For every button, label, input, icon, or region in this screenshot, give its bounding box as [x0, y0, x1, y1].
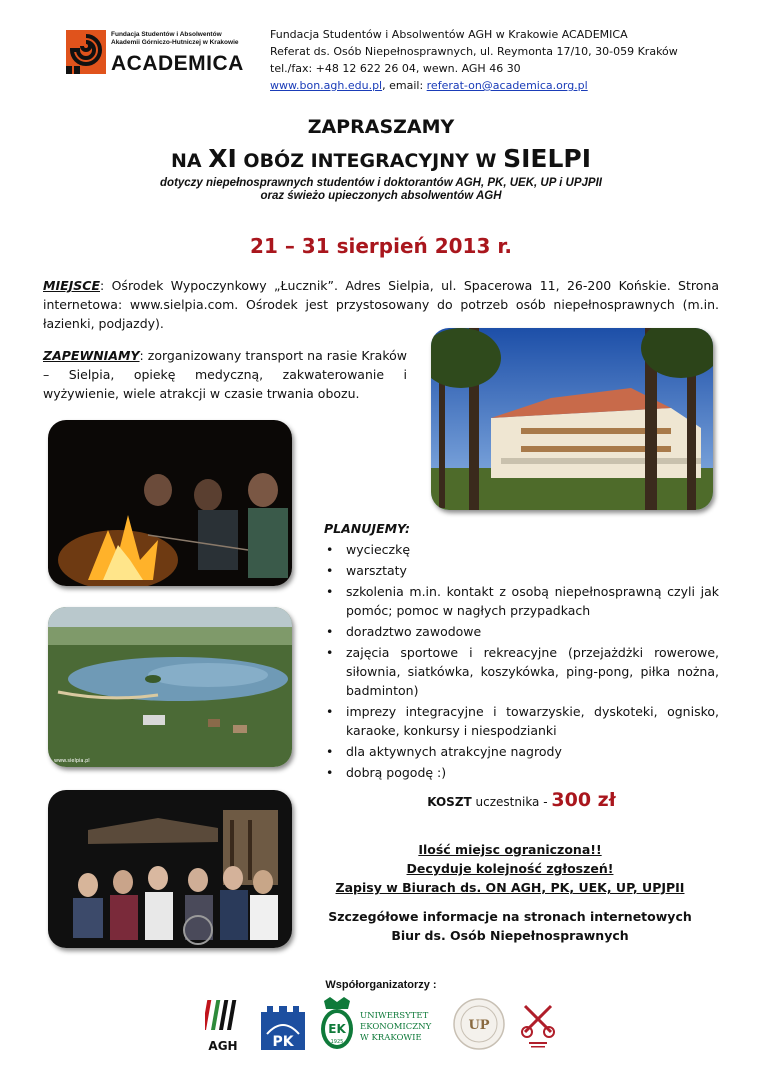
list-item: • imprezy integracyjne i towarzyskie, dyskoteki, ognisko, karaoke, konkursy i niespodzianki: [324, 702, 719, 740]
subtitle-line1: dotyczy niepełnosprawnych studentów i doktorantów AGH, PK, UEK, UP i UPJPII: [160, 177, 602, 189]
academica-logo: [66, 30, 244, 76]
pk-logo: [261, 1004, 305, 1050]
logo-small-line1: Fundacja Studentów i Absolwentów: [111, 31, 222, 38]
title-place: SIELPI: [503, 144, 592, 173]
planujemy-list: [324, 540, 719, 782]
logo-main-text: ACADEMICA: [111, 52, 244, 75]
photo-campfire: [48, 420, 292, 586]
title-line1: ZAPRASZAMY: [307, 116, 455, 138]
list-item: • dobrą pogodę :): [324, 763, 719, 782]
event-date: 21 – 31 sierpień 2013 r.: [250, 234, 512, 258]
header-line2: Referat ds. Osób Niepełnosprawnych, ul. Reymonta 17/10, 30-059 Kraków: [270, 45, 678, 58]
email-prefix: , email:: [382, 79, 427, 92]
notice-line3: Zapisy w Biurach ds. ON AGH, PK, UEK, UP, UPJPII: [335, 880, 685, 895]
miejsce-text: : Ośrodek Wypoczynkowy „Łucznik”. Adres Sielpia, ul. Spacerowa 11, 26-200 Końskie. Strona internetowa: www.sielpia.com. Ośrodek jest przystosowany do potrzeb osób niepełnosprawnych (m.in. łazienki, podjazdy).: [43, 278, 719, 331]
uek-line1: UNIWERSYTET: [360, 1011, 429, 1021]
title-mid: OBÓZ INTEGRACYJNY W: [236, 150, 504, 172]
photo-aerial-lake: [48, 607, 292, 767]
uek-line3: W KRAKOWIE: [360, 1033, 422, 1043]
list-item: • wycieczkę: [324, 540, 719, 559]
uek-line2: EKONOMICZNY: [360, 1022, 432, 1032]
planujemy-label: PLANUJEMY:: [324, 521, 411, 536]
info-block: [300, 907, 720, 945]
subtitle-line2: oraz świeżo upieczonych absolwentów AGH: [260, 190, 502, 202]
notice-line1: Ilość miejsc ograniczona!!: [418, 842, 602, 857]
planujemy-section: [324, 519, 719, 784]
zapewniamy-text: : zorganizowany transport na rasie Kraków – Sielpia, opiekę medyczną, zakwaterowanie i wyżywienie, wiele atrakcji w czasie trwania obozu.: [43, 348, 407, 401]
photo-caption: www.sielpia.pl: [54, 758, 90, 764]
header-line3: tel./fax: +48 12 622 26 04, wewn. AGH 46 30: [270, 62, 521, 75]
website-link[interactable]: www.bon.agh.edu.pl: [270, 79, 383, 92]
info-line1: Szczegółowe informacje na stronach internetowych: [328, 909, 692, 924]
up-logo-text: UP: [468, 1018, 490, 1033]
notice-line2: Decyduje kolejność zgłoszeń!: [406, 861, 614, 876]
title-num: XI: [208, 144, 237, 173]
cost-text: uczestnika -: [471, 795, 552, 809]
zapewniamy-label: ZAPEWNIAMY: [43, 348, 140, 363]
title-pre: NA: [170, 150, 209, 172]
header-contact: [270, 26, 678, 94]
upjpii-logo: [519, 1002, 557, 1052]
pk-logo-text: PK: [272, 1034, 294, 1050]
cost-line: [324, 789, 719, 811]
photo-resort-building: [431, 328, 713, 510]
miejsce-label: MIEJSCE: [43, 278, 100, 293]
agh-logo-text: AGH: [208, 1039, 238, 1053]
uek-logo: [320, 997, 440, 1051]
up-logo: [453, 997, 505, 1051]
uek-badge-text: EK: [328, 1022, 346, 1036]
title-line2: [0, 144, 762, 173]
info-line2: Biur ds. Osób Niepełnosprawnych: [391, 928, 629, 943]
list-item: • zajęcia sportowe i rekreacyjne (przejażdżki rowerowe, siłownia, siatkówka, koszykówka, ping-pong, piłka nożna, badminton): [324, 643, 719, 700]
notice-block: [300, 840, 720, 897]
logo-small-line2: Akademii Górniczo-Hutniczej w Krakowie: [111, 39, 239, 46]
list-item: • dla aktywnych atrakcyjne nagrody: [324, 742, 719, 761]
list-item: • warsztaty: [324, 561, 719, 580]
list-item: • doradztwo zawodowe: [324, 622, 719, 641]
header-line1: Fundacja Studentów i Absolwentów AGH w Krakowie ACADEMICA: [270, 28, 628, 41]
agh-logo: [205, 996, 241, 1054]
uek-year-text: 1925: [330, 1039, 344, 1045]
email-link[interactable]: referat-on@academica.org.pl: [426, 79, 588, 92]
zapewniamy-paragraph: [43, 346, 407, 403]
academica-spiral-icon: [66, 30, 106, 74]
coorganizers-label: Współorganizatorzy :: [325, 979, 437, 991]
cost-label: KOSZT: [427, 795, 472, 809]
cost-price: 300 zł: [551, 789, 616, 811]
list-item: • szkolenia m.in. kontakt z osobą niepełnosprawną czyli jak pomóc; pomoc w nagłych przypadkach: [324, 582, 719, 620]
photo-group-night: [48, 790, 292, 948]
header-line4: [270, 77, 678, 94]
miejsce-paragraph: [43, 276, 719, 333]
